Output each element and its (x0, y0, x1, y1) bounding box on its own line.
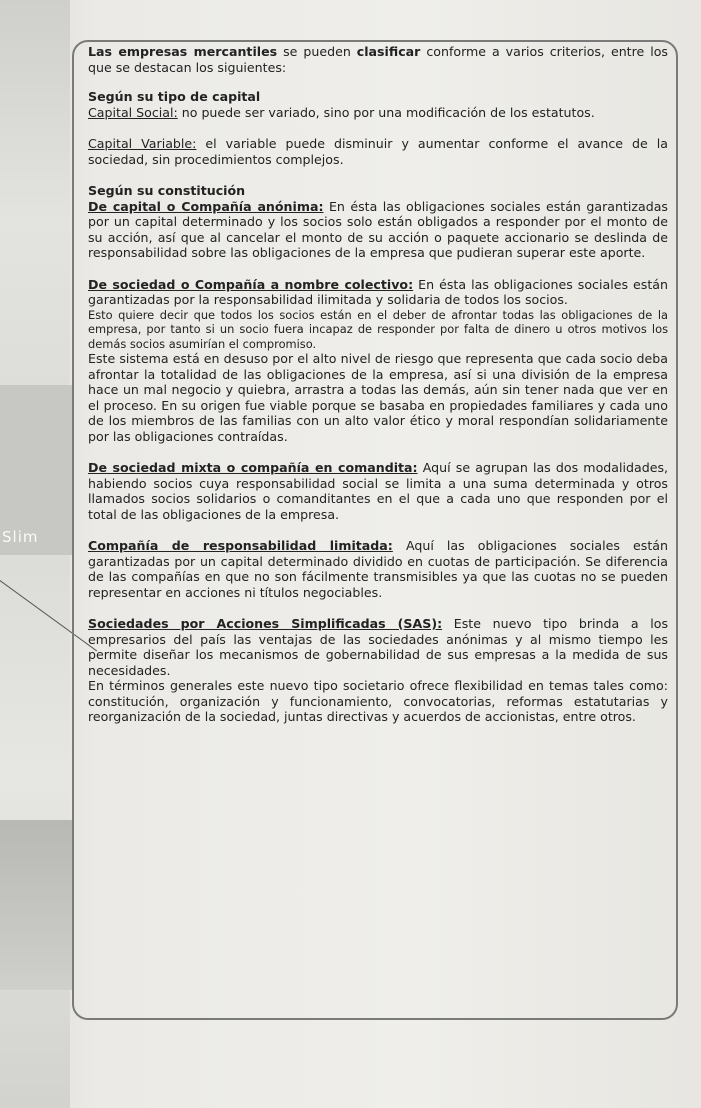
colectivo-paragraph (88, 277, 668, 308)
left-margin-band-lower (0, 820, 72, 990)
slim-label: Slim (2, 528, 39, 546)
intro-paragraph (88, 44, 668, 75)
document-body (88, 44, 668, 725)
limitada-term: Compañía de responsabilidad limitada: (88, 538, 393, 553)
intro-text-1: se pueden (277, 44, 357, 59)
sas-paragraph (88, 616, 668, 678)
capital-variable-paragraph (88, 136, 668, 167)
sas-paragraph-2: En términos generales este nuevo tipo societario ofrece flexibilidad en temas tales como: constitución, organización y funcionamiento, convocatorias, reformas estatutarias y reorganización de la sociedad, juntas directivas y acuerdos de accionistas, entre otros. (88, 678, 668, 724)
intro-text-2: conforme a varios criterios, entre los que se destacan los siguientes: (88, 44, 668, 75)
limitada-paragraph (88, 538, 668, 600)
capital-social-term: Capital Social: (88, 104, 178, 120)
comandita-paragraph (88, 460, 668, 522)
colectivo-text: En ésta las obligaciones sociales están garantizadas por la responsabilidad ilimitada y solidaria de todos los socios. (88, 276, 668, 307)
limitada-text: Aquí las obligaciones sociales están garantizadas por un capital determinado dividido en cuotas de participación. Se diferencia de las compañías en que no son fácilmente transmisibles ya que las cuotas no se pueden representar en acciones ni títulos negociables. (88, 538, 669, 600)
colectivo-term: De sociedad o Compañía a nombre colectivo: (88, 276, 414, 292)
capital-variable-term: Capital Variable: (88, 136, 197, 151)
sas-text: Este nuevo tipo brinda a los empresarios del país las ventajas de las sociedades anónimas y al mismo tiempo les permite diseñar los mecanismos de gobernabilidad de sus empresas a la medida de sus necesidades. (88, 616, 669, 678)
anonima-paragraph (88, 199, 668, 261)
capital-heading: Según su tipo de capital (88, 89, 261, 104)
comandita-term: De sociedad mixta o compañía en comandita: (88, 460, 418, 475)
constitucion-heading: Según su constitución (88, 183, 246, 198)
sas-term: Sociedades por Acciones Simplificadas (SAS): (88, 616, 443, 631)
colectivo-history: Este sistema está en desuso por el alto nivel de riesgo que representa que cada socio deba afrontar la totalidad de las obligaciones de la empresa, así si una división de la empresa hace un mal negocio y quiebra, arrastra a todas las demás, aún sin tener nada que ver en el proceso. En su origen fue viable porque se basaba en propiedades familiares y cada uno de los miembros de las familias con un alto valor ético y moral respondían solidariamente por las obligaciones contraídas. (88, 351, 668, 444)
capital-variable-text: el variable puede disminuir y aumentar conforme el avance de la sociedad, sin procedimientos complejos. (88, 136, 668, 167)
colectivo-note: Esto quiere decir que todos los socios están en el deber de afrontar todas las obligaciones de la empresa, por tanto si un socio fuera incapaz de responder por falta de dinero u otros motivos los demás socios asumirían el compromiso. (88, 307, 668, 351)
intro-bold-2: clasificar (356, 44, 421, 59)
intro-bold-lead: Las empresas mercantiles (88, 44, 278, 59)
comandita-text: Aquí se agrupan las dos modalidades, habiendo socios cuya responsabilidad social se limita a una suma determinada y otros llamados socios solidarios o comanditantes en el que a cada uno que responden por el total de las obligaciones de la empresa. (88, 460, 669, 522)
anonima-text: En ésta las obligaciones sociales están garantizadas por un capital determinado y los socios solo están obligados a responder por el monto de su acción, así que al cancelar el monto de su acción o paquete accionario se deslinda de responsabilidad sobre las obligaciones de la empresa que pudieran superar este aporte. (88, 198, 668, 260)
capital-social-text: no puede ser variado, sino por una modificación de los estatutos. (177, 104, 595, 120)
anonima-term: De capital o Compañía anónima: (88, 198, 324, 214)
capital-social-paragraph (88, 105, 668, 121)
